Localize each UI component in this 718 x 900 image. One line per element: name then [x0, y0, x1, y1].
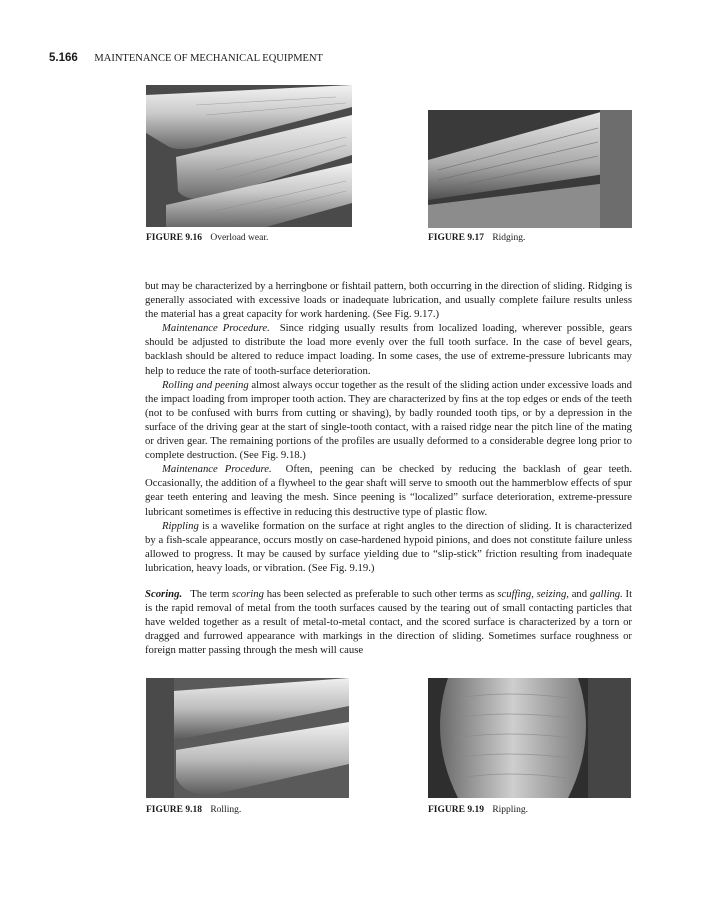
paragraph: but may be characterized by a herringbone or fishtail pattern, both occurring in the direction of sliding. Ridging is generally associated with excessive loads or inadequate lubrication, and usually complete failure results unless the material has a great capacity for work hardening. (See Fig. 9.17.) — [145, 280, 632, 321]
figure-9-18-caption — [146, 805, 241, 815]
figure-9-16-caption — [146, 233, 268, 243]
figure-9-17-caption — [428, 233, 525, 243]
body-text — [145, 279, 632, 657]
paragraph: Maintenance Procedure. Often, peening can be checked by reducing the backlash of gear teeth. Occasionally, the addition of a flywheel to the gear shaft will serve to smooth out the hammerblow effects of spur gear teeth entering and leaving the mesh. Since peening is “localized” surface deterioration, extreme-pressure lubricant sometimes is effective in reducing this destructive type of plastic flow. — [145, 463, 633, 518]
figure-9-19-caption — [428, 805, 528, 815]
paragraph: Rolling and peening almost always occur together as the result of the sliding action under excessive loads and the impact loading from improper tooth action. They are characterized by fins at the top edges or ends of the teeth (not to be confused with burrs from cutting or shaving), by badly rounded tooth tips, or by a depression in the surface of the driving gear at the start of single-tooth contact, with a raised ridge near the pitch line of the mating or driven gear. The remaining portions of the profiles are usually deformed to a considerable degree long prior to complete destruction. (See Fig. 9.18.) — [145, 378, 633, 462]
figure-title: Overload wear. — [210, 233, 269, 243]
section-scoring: Scoring. The term scoring has been selected as preferable to such other terms as scuffing, seizing, and galling. It is the rapid removal of metal from the tooth surfaces caused by the tearing out of small contacting particles that have welded together as a result of metal-to-metal contact, and the scored surface is characterized by a torn or dragged and furrowed appearance with markings in the direction of sliding. Sometimes surface roughness or foreign matter passing through the mesh will cause — [145, 587, 633, 657]
figure-label: FIGURE 9.19 — [428, 805, 484, 815]
figure-label: FIGURE 9.18 — [146, 805, 202, 815]
figure-title: Ridging. — [492, 233, 526, 243]
figure-title: Rippling. — [492, 805, 528, 815]
figure-9-16-photo — [146, 85, 352, 227]
running-title: MAINTENANCE OF MECHANICAL EQUIPMENT — [94, 53, 323, 64]
running-header — [49, 52, 323, 64]
figure-9-19-photo — [428, 678, 631, 798]
page-number: 5.166 — [49, 52, 78, 64]
paragraph: Rippling is a wavelike formation on the surface at right angles to the direction of sliding. It is characterized by a fish-scale appearance, occurs mostly on case-hardened hypoid pinions, and does not constitute failure unless allowed to progress. It may be caused by surface yielding due to “slip-stick” friction resulting from inadequate lubrication, heavy loads, or vibration. (See Fig. 9.19.) — [145, 519, 632, 574]
figure-label: FIGURE 9.16 — [146, 233, 202, 243]
figure-9-17-photo — [428, 110, 632, 228]
figure-title: Rolling. — [210, 805, 242, 815]
figure-label: FIGURE 9.17 — [428, 233, 484, 243]
figure-9-18-photo — [146, 678, 349, 798]
paragraph: Maintenance Procedure. Since ridging usually results from localized loading, wherever possible, gears should be adjusted to distribute the load more evenly over the full tooth surface. In the case of bevel gears, backlash should be altered to reduce impact loading. In some cases, the use of extreme-pressure lubricants may help to reduce the rate of tooth-surface deterioration. — [145, 322, 633, 377]
